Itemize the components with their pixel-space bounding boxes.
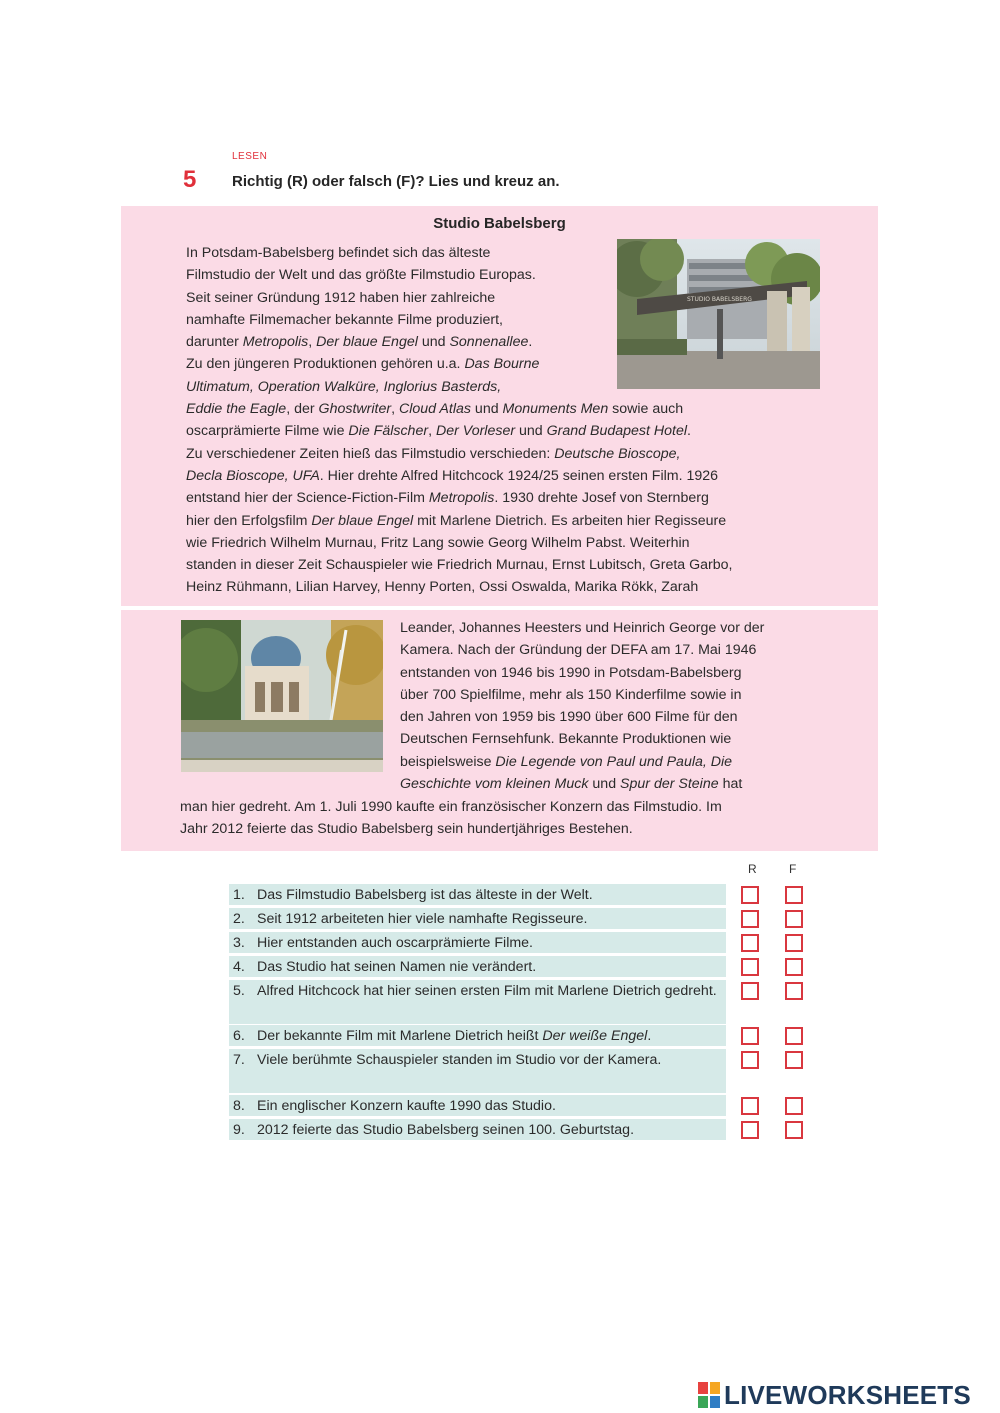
text-run: standen in dieser Zeit Schauspieler wie Friedrich Murnau, Ernst Lubitsch, Greta Garbo,: [186, 557, 733, 574]
text-run: , der: [286, 401, 319, 418]
quiz-statement-row: [229, 1095, 726, 1116]
text-run: den Jahren von 1959 bis 1990 über 600 Filme für den: [400, 709, 738, 726]
text-run: In Potsdam-Babelsberg befindet sich das älteste: [186, 245, 491, 261]
text-run: Der bekannte Film mit Marlene Dietrich heißt: [257, 1028, 543, 1044]
statement-number: 4.: [233, 959, 245, 975]
text-run: Seit seiner Gründung 1912 haben hier zahlreiche: [186, 289, 496, 306]
text-run: Alfred Hitchcock hat hier seinen ersten Film mit Marlene Dietrich gedreht.: [257, 983, 717, 999]
liveworksheets-brand: LIVEWORKSHEETS: [724, 1379, 971, 1410]
text-line: [400, 773, 830, 795]
text-run: Kamera. Nach der Gründung der DEFA am 17. Mai 1946: [400, 642, 757, 659]
text-run: Ein englischer Konzern kaufte 1990 das Studio.: [257, 1098, 556, 1114]
text-run: Das Studio hat seinen Namen nie verändert.: [257, 959, 537, 975]
text-run: wie Friedrich Wilhelm Murnau, Fritz Lang sowie Georg Wilhelm Pabst. Weiterhin: [186, 534, 690, 551]
film-title: Eddie the Eagle: [186, 401, 287, 418]
studio-entrance-photo: [617, 239, 820, 389]
text-line: [186, 443, 826, 465]
text-run: Hier entstanden auch oscarprämierte Filme.: [257, 935, 533, 951]
film-title: Grand Budapest Hotel: [546, 423, 688, 440]
text-run: hat: [718, 776, 743, 793]
checkbox-richtig-7[interactable]: [741, 1051, 759, 1069]
text-run: und: [588, 776, 621, 793]
film-title: Monuments Men: [502, 401, 609, 418]
section-label: LESEN: [232, 151, 268, 162]
quiz-statement-row: [229, 932, 726, 953]
quiz-statement-row: [229, 1049, 726, 1093]
text-run: .: [528, 334, 533, 351]
statement-number: 5.: [233, 983, 245, 999]
text-line: [186, 487, 826, 509]
checkbox-richtig-1[interactable]: [741, 886, 759, 904]
text-run: entstand hier der Science-Fiction-Film: [186, 490, 429, 507]
statement-text: [257, 932, 722, 954]
checkbox-richtig-3[interactable]: [741, 934, 759, 952]
statement-number: 1.: [233, 887, 245, 903]
statement-text: [257, 1119, 722, 1141]
checkbox-falsch-7[interactable]: [785, 1051, 803, 1069]
text-run: und: [470, 401, 503, 418]
studio-sign-text: STUDIO BABELSBERG: [687, 296, 752, 303]
statement-text: [257, 884, 722, 906]
statement-text: [257, 980, 722, 1002]
checkbox-richtig-2[interactable]: [741, 910, 759, 928]
quiz-statement-row: [229, 1119, 726, 1140]
text-line: [186, 576, 826, 598]
text-run: . 1930 drehte Josef von Sternberg: [494, 490, 709, 507]
text-run: Zu den jüngeren Produktionen gehören u.a.: [186, 356, 465, 373]
text-run: Filmstudio der Welt und das größte Filmstudio Europas.: [186, 267, 536, 284]
text-line: [400, 728, 830, 750]
checkbox-richtig-8[interactable]: [741, 1097, 759, 1115]
statement-number: 3.: [233, 935, 245, 951]
text-line: [180, 818, 820, 840]
text-run: entstanden von 1946 bis 1990 in Potsdam-Babelsberg: [400, 664, 742, 681]
text-line: [186, 420, 826, 442]
checkbox-richtig-9[interactable]: [741, 1121, 759, 1139]
text-run: namhafte Filmemacher bekannte Filme produziert,: [186, 311, 503, 328]
film-title: Cloud Atlas: [398, 401, 471, 418]
text-run: mit Marlene Dietrich. Es arbeiten hier Regisseure: [413, 512, 727, 529]
checkbox-falsch-6[interactable]: [785, 1027, 803, 1045]
checkbox-richtig-5[interactable]: [741, 982, 759, 1000]
text-line: [186, 465, 826, 487]
film-title: Der blaue Engel: [311, 512, 414, 529]
text-line: [186, 510, 826, 532]
statement-text: [257, 908, 722, 930]
liveworksheets-logo-icon: [698, 1382, 720, 1408]
text-line: [400, 617, 830, 639]
text-line: [400, 706, 830, 728]
quiz-statement-row: [229, 1025, 726, 1046]
text-run: ,: [391, 401, 399, 418]
film-title: Der blaue Engel: [316, 334, 418, 351]
text-run: . Hier drehte Alfred Hitchcock 1924/25 seinen ersten Film. 1926: [319, 467, 719, 484]
quiz-statement-row: [229, 908, 726, 929]
statement-number: 8.: [233, 1098, 245, 1114]
pavilion-fountain-photo: [181, 620, 383, 772]
quiz-statement-row: [229, 980, 726, 1024]
text-line: [400, 662, 830, 684]
text-line: [400, 639, 830, 661]
text-run: ,: [428, 423, 436, 440]
text-line: [186, 554, 826, 576]
film-title: Decla Bioscope, UFA: [186, 467, 320, 484]
checkbox-falsch-2[interactable]: [785, 910, 803, 928]
article-text-bottom: [400, 617, 830, 795]
checkbox-falsch-3[interactable]: [785, 934, 803, 952]
text-line: [180, 796, 820, 818]
film-title: Die Fälscher: [348, 423, 429, 440]
text-run: über 700 Spielfilme, mehr als 150 Kinderfilme sowie in: [400, 686, 742, 703]
statement-number: 2.: [233, 911, 245, 927]
text-run: oscarprämierte Filme wie: [186, 423, 349, 440]
article-title: Studio Babelsberg: [433, 215, 566, 232]
checkbox-richtig-4[interactable]: [741, 958, 759, 976]
text-run: hier den Erfolgsfilm: [186, 512, 312, 529]
statement-text: [257, 1025, 722, 1047]
text-run: Das Filmstudio Babelsberg ist das älteste in der Welt.: [257, 887, 593, 903]
film-title: Die Legende von Paul und Paula, Die: [495, 753, 733, 770]
text-run: Leander, Johannes Heesters und Heinrich George vor der: [400, 620, 765, 636]
text-run: ,: [308, 334, 317, 351]
statement-text: [257, 1049, 722, 1071]
text-run: darunter: [186, 334, 243, 351]
column-header-richtig: R: [748, 862, 757, 876]
text-line: [400, 751, 830, 773]
statement-text: [257, 1095, 722, 1117]
text-run: Deutschen Fernsehfunk. Bekannte Produktionen wie: [400, 731, 732, 748]
text-run: man hier gedreht. Am 1. Juli 1990 kaufte ein französischer Konzern das Filmstudio. Im: [180, 799, 722, 815]
statement-text: [257, 956, 722, 978]
text-line: [186, 398, 826, 420]
film-title: Geschichte vom kleinen Muck: [400, 776, 589, 793]
text-run: 2012 feierte das Studio Babelsberg seinen 100. Geburtstag.: [257, 1122, 635, 1138]
liveworksheets-watermark: [698, 1380, 971, 1410]
exercise-number: 5: [183, 166, 197, 193]
text-run: .: [687, 423, 691, 440]
checkbox-falsch-1[interactable]: [785, 886, 803, 904]
checkbox-falsch-5[interactable]: [785, 982, 803, 1000]
quiz-statement-row: [229, 884, 726, 905]
film-title: Der weiße Engel: [542, 1028, 648, 1044]
text-line: [400, 684, 830, 706]
text-run: Viele berühmte Schauspieler standen im Studio vor der Kamera.: [257, 1052, 662, 1068]
film-title: Deutsche Bioscope,: [554, 445, 681, 462]
film-title: Metropolis: [242, 334, 309, 351]
checkbox-falsch-4[interactable]: [785, 958, 803, 976]
text-run: Jahr 2012 feierte das Studio Babelsberg sein hundertjähriges Bestehen.: [180, 821, 633, 838]
statement-number: 7.: [233, 1052, 245, 1068]
column-header-falsch: F: [789, 862, 797, 876]
text-run: und: [417, 334, 450, 351]
film-title: Sonnenallee: [449, 334, 529, 351]
checkbox-richtig-6[interactable]: [741, 1027, 759, 1045]
text-run: .: [647, 1028, 652, 1044]
text-run: Heinz Rühmann, Lilian Harvey, Henny Porten, Ossi Oswalda, Marika Rökk, Zarah: [186, 579, 699, 596]
statement-number: 9.: [233, 1122, 245, 1138]
film-title: Der Vorleser: [435, 423, 516, 440]
film-title: Spur der Steine: [620, 776, 719, 793]
film-title: Metropolis: [428, 490, 495, 507]
quiz-statement-row: [229, 956, 726, 977]
text-run: beispielsweise: [400, 753, 496, 770]
film-title: Das Bourne: [464, 356, 540, 373]
checkbox-falsch-9[interactable]: [785, 1121, 803, 1139]
text-run: Seit 1912 arbeiteten hier viele namhafte Regisseure.: [257, 911, 588, 927]
film-title: Ghostwriter: [318, 401, 392, 418]
text-run: und: [515, 423, 547, 440]
exercise-instruction: Richtig (R) oder falsch (F)? Lies und kreuz an.: [232, 173, 560, 190]
film-title: Ultimatum, Operation Walküre, Inglorius Basterds,: [186, 378, 502, 395]
text-run: sowie auch: [608, 401, 684, 418]
text-run: Zu verschiedener Zeiten hieß das Filmstudio verschieden:: [186, 445, 555, 462]
statement-number: 6.: [233, 1028, 245, 1044]
article-text-closing: [180, 796, 820, 841]
text-line: [186, 532, 826, 554]
checkbox-falsch-8[interactable]: [785, 1097, 803, 1115]
